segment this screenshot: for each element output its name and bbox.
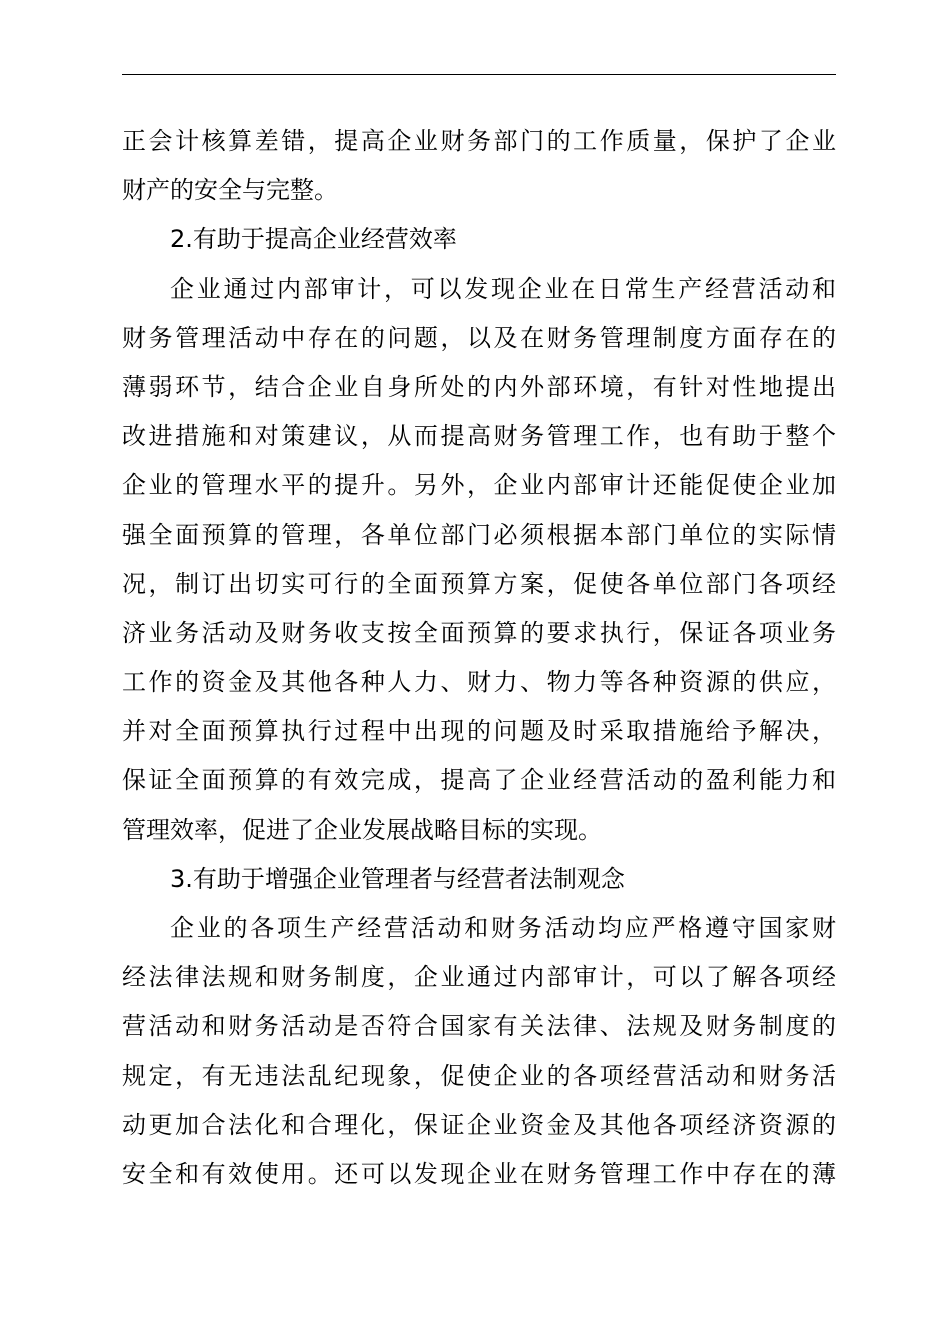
text-line: 薄弱环节，结合企业自身所处的内外部环境，有针对性地提出 [122,372,836,401]
text-line: 济业务活动及财务收支按全面预算的要求执行，保证各项业务 [122,618,836,647]
text-line: 财产的安全与完整。 [122,176,338,205]
text-line: 企业通过内部审计，可以发现企业在日常生产经营活动和 [170,274,836,303]
text-line: 工作的资金及其他各种人力、财力、物力等各种资源的供应， [122,668,836,697]
text-line: 经法律法规和财务制度，企业通过内部审计，可以了解各项经 [122,963,836,992]
text-line: 安全和有效使用。还可以发现企业在财务管理工作中存在的薄 [122,1159,836,1188]
text-line: 营活动和财务活动是否符合国家有关法律、法规及财务制度的 [122,1012,836,1041]
text-line: 强全面预算的管理，各单位部门必须根据本部门单位的实际情 [122,520,836,549]
text-line: 企业的管理水平的提升。另外，企业内部审计还能促使企业加 [122,471,836,500]
body-text [122,117,836,1199]
text-line: 改进措施和对策建议，从而提高财务管理工作，也有助于整个 [122,422,836,451]
text-line: 管理效率，促进了企业发展战略目标的实现。 [122,815,602,844]
text-line: 并对全面预算执行过程中出现的问题及时采取措施给予解决， [122,717,836,746]
text-line: 况，制订出切实可行的全面预算方案，促使各单位部门各项经 [122,569,836,598]
text-line: 规定，有无违法乱纪现象，促使企业的各项经营活动和财务活 [122,1061,836,1090]
text-line: 正会计核算差错，提高企业财务部门的工作质量，保护了企业 [122,127,836,155]
section-heading: 2.有助于提高企业经营效率 [170,225,457,254]
text-line: 财务管理活动中存在的问题，以及在财务管理制度方面存在的 [122,323,836,352]
text-line: 企业的各项生产经营活动和财务活动均应严格遵守国家财 [170,914,836,942]
section-heading: 3.有助于增强企业管理者与经营者法制观念 [170,864,625,893]
header-divider [122,74,836,75]
text-line: 动更加合法化和合理化，保证企业资金及其他各项经济资源的 [122,1110,836,1139]
text-line: 保证全面预算的有效完成，提高了企业经营活动的盈利能力和 [122,766,836,795]
